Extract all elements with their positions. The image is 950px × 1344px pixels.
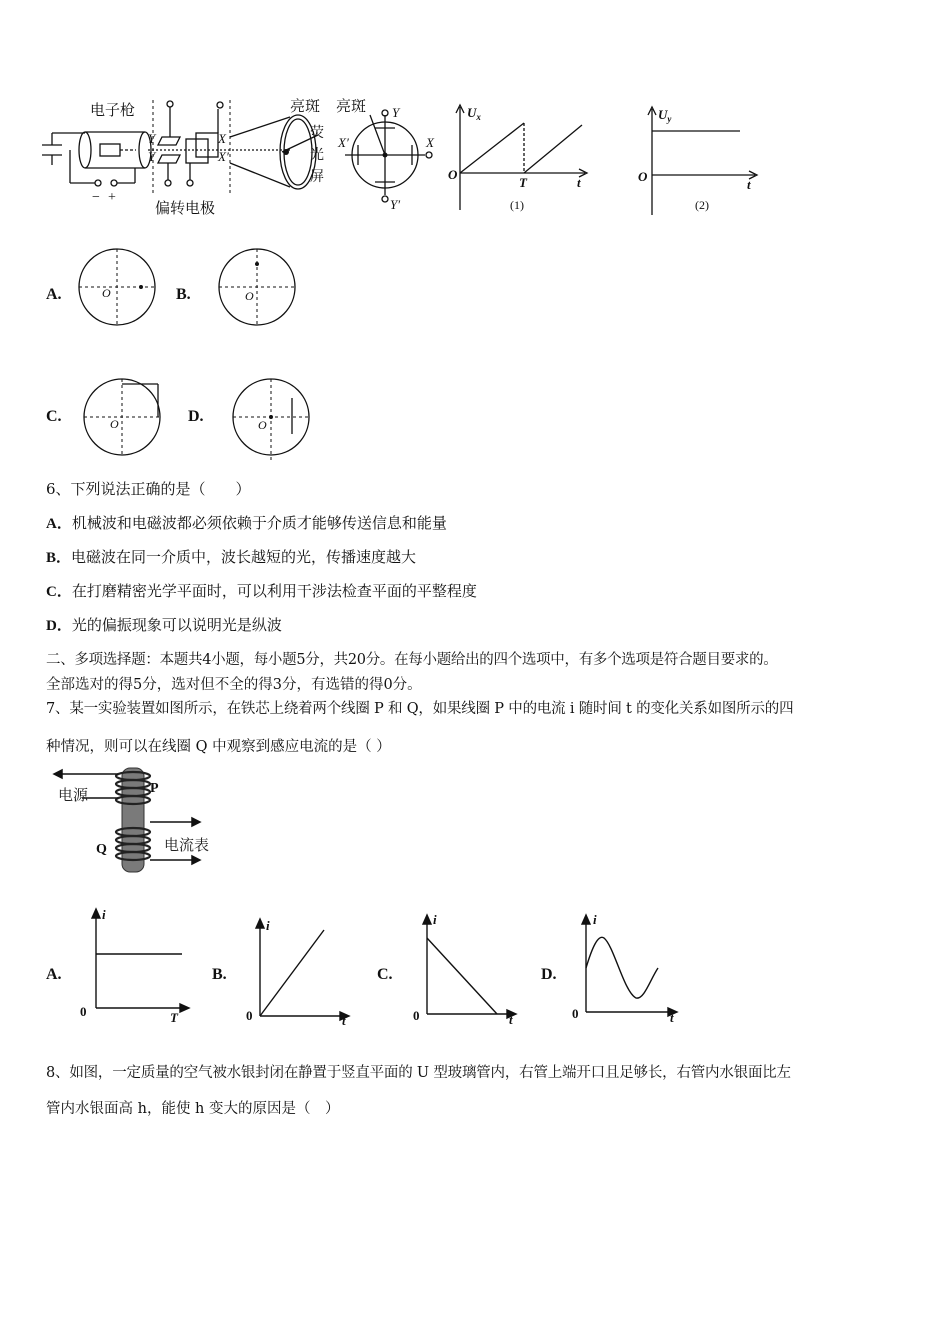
q5-option-c-letter[interactable]: C. <box>46 408 62 425</box>
q7-d-origin: 0 <box>572 1006 579 1021</box>
q7-c-xlabel: t <box>509 1012 513 1027</box>
q7-graph-c <box>405 908 525 1032</box>
q7-graph-d <box>566 908 686 1032</box>
graph2-t: t <box>747 177 751 192</box>
screen-spot <box>283 149 289 155</box>
q5-option-b-figure <box>212 244 302 334</box>
q6-option-a-text: 机械波和电磁波都必须依赖于介质才能够传送信息和能量 <box>71 514 447 532</box>
q7-option-c-letter[interactable]: C. <box>377 966 393 983</box>
q7-a-origin: 0 <box>80 1004 87 1019</box>
screen-funnel <box>230 115 318 189</box>
plate-x-label: X <box>218 131 226 146</box>
graph2-ylabel: $U_y$ <box>658 107 672 124</box>
electron-gun <box>42 132 151 186</box>
q7-option-a-letter[interactable]: A. <box>46 966 62 983</box>
q5-option-a-letter[interactable]: A. <box>46 286 62 303</box>
circle-x-label: X <box>426 135 434 150</box>
q7-option-d-letter[interactable]: D. <box>541 966 557 983</box>
oscilloscope-figure <box>40 95 800 225</box>
graph1-caption: (1) <box>510 198 524 212</box>
q7-b-origin: 0 <box>246 1008 253 1023</box>
q7-graph-a <box>74 904 194 1024</box>
q5-c-origin: O <box>110 417 119 431</box>
q5-option-b-letter[interactable]: B. <box>176 286 191 303</box>
minus-sign: − <box>92 190 100 205</box>
spot-label-1: 亮斑 <box>290 97 321 115</box>
q6-option-a[interactable] <box>46 513 447 534</box>
q6-option-c-letter: C． <box>46 584 72 600</box>
p-label: P <box>150 781 159 796</box>
section2-line2: 全部选对的得5分，选对但不全的得3分，有选错的得0分。 <box>46 677 422 693</box>
q7-d-xlabel: t <box>670 1010 674 1025</box>
deflect-label: 偏转电极 <box>155 199 216 217</box>
graph1-origin: O <box>448 167 458 182</box>
q5-option-c-figure <box>80 372 170 462</box>
plate-x2-label: X′ <box>218 149 229 164</box>
circle-y2-label: Y′ <box>390 197 401 212</box>
q6-option-c[interactable] <box>46 581 477 602</box>
q6-option-b-text: 电磁波在同一介质中，波长越短的光，传播速度越大 <box>71 548 417 566</box>
q7-c-ylabel: i <box>433 912 437 927</box>
q5-a-origin: O <box>102 286 111 300</box>
screen-label-1: 荧 <box>310 125 324 141</box>
graph1-ylabel: $U_x$ <box>467 105 481 122</box>
q7-graph-b <box>238 912 358 1032</box>
q7-b-ylabel: i <box>266 918 270 933</box>
q-label: Q <box>96 842 107 857</box>
graph2-origin: O <box>638 169 648 184</box>
screen-front-view <box>345 110 432 202</box>
front-spot <box>383 153 388 158</box>
ammeter-label: 电流表 <box>164 836 210 854</box>
q7-a-xlabel: T <box>170 1010 178 1024</box>
q7-d-ylabel: i <box>593 912 597 927</box>
q6-option-d-text: 光的偏振现象可以说明光是纵波 <box>71 616 282 634</box>
power-label: 电源 <box>58 786 89 804</box>
q6-option-c-text: 在打磨精密光学平面时，可以利用干涉法检查平面的平整程度 <box>71 582 477 600</box>
q6-stem: 6、下列说法正确的是（ ） <box>46 480 251 498</box>
plate-y2-label: Y <box>148 149 156 164</box>
screen-label-3: 屏 <box>310 169 324 185</box>
screen-label-2: 光 <box>310 147 324 163</box>
q5-option-d-letter[interactable]: D. <box>188 408 204 425</box>
q7-line1: 7、某一实验装置如图所示，在铁芯上绕着两个线圈 P 和 Q，如果线圈 P 中的电流 i 随时间 t 的变化关系如图所示的四 <box>46 701 794 717</box>
spot-label-2: 亮斑 <box>336 97 367 115</box>
q5-d-origin: O <box>258 418 267 432</box>
q5-option-d-figure <box>226 372 318 468</box>
q6-option-d-letter: D． <box>46 618 72 634</box>
graph2-caption: (2) <box>695 198 709 212</box>
q7-b-xlabel: t <box>342 1013 346 1028</box>
graph1-t: t <box>577 175 581 190</box>
graph1-T: T <box>519 175 527 190</box>
q6-option-b-letter: B． <box>46 550 72 566</box>
q7-line2: 种情况，则可以在线圈 Q 中观察到感应电流的是（ ） <box>46 739 391 755</box>
plate-y-label: Y <box>148 131 156 146</box>
q7-option-b-letter[interactable]: B. <box>212 966 227 983</box>
gun-label: 电子枪 <box>90 101 136 119</box>
q7-a-ylabel: i <box>102 907 106 922</box>
q7-c-origin: 0 <box>413 1008 420 1023</box>
q6-option-b[interactable] <box>46 547 416 568</box>
plus-sign: + <box>108 190 116 205</box>
circle-y-label: Y <box>392 105 400 120</box>
q8-line2: 管内水银面高 h，能使 h 变大的原因是（ ） <box>46 1101 340 1117</box>
section2-line1: 二、多项选择题：本题共4小题，每小题5分，共20分。在每小题给出的四个选项中，有多个选项是符合题目要求的。 <box>46 652 778 668</box>
q5-option-a-figure <box>72 244 162 334</box>
q8-line1: 8、如图，一定质量的空气被水银封闭在静置于竖直平面的 U 型玻璃管内，右管上端开口且足够长，右管内水银面比左 <box>46 1065 791 1081</box>
q6-option-d[interactable] <box>46 615 282 636</box>
circle-x2-label: X′ <box>338 135 349 150</box>
q5-b-origin: O <box>245 289 254 303</box>
q7-coil-figure <box>52 762 232 878</box>
q6-option-a-letter: A． <box>46 516 72 532</box>
